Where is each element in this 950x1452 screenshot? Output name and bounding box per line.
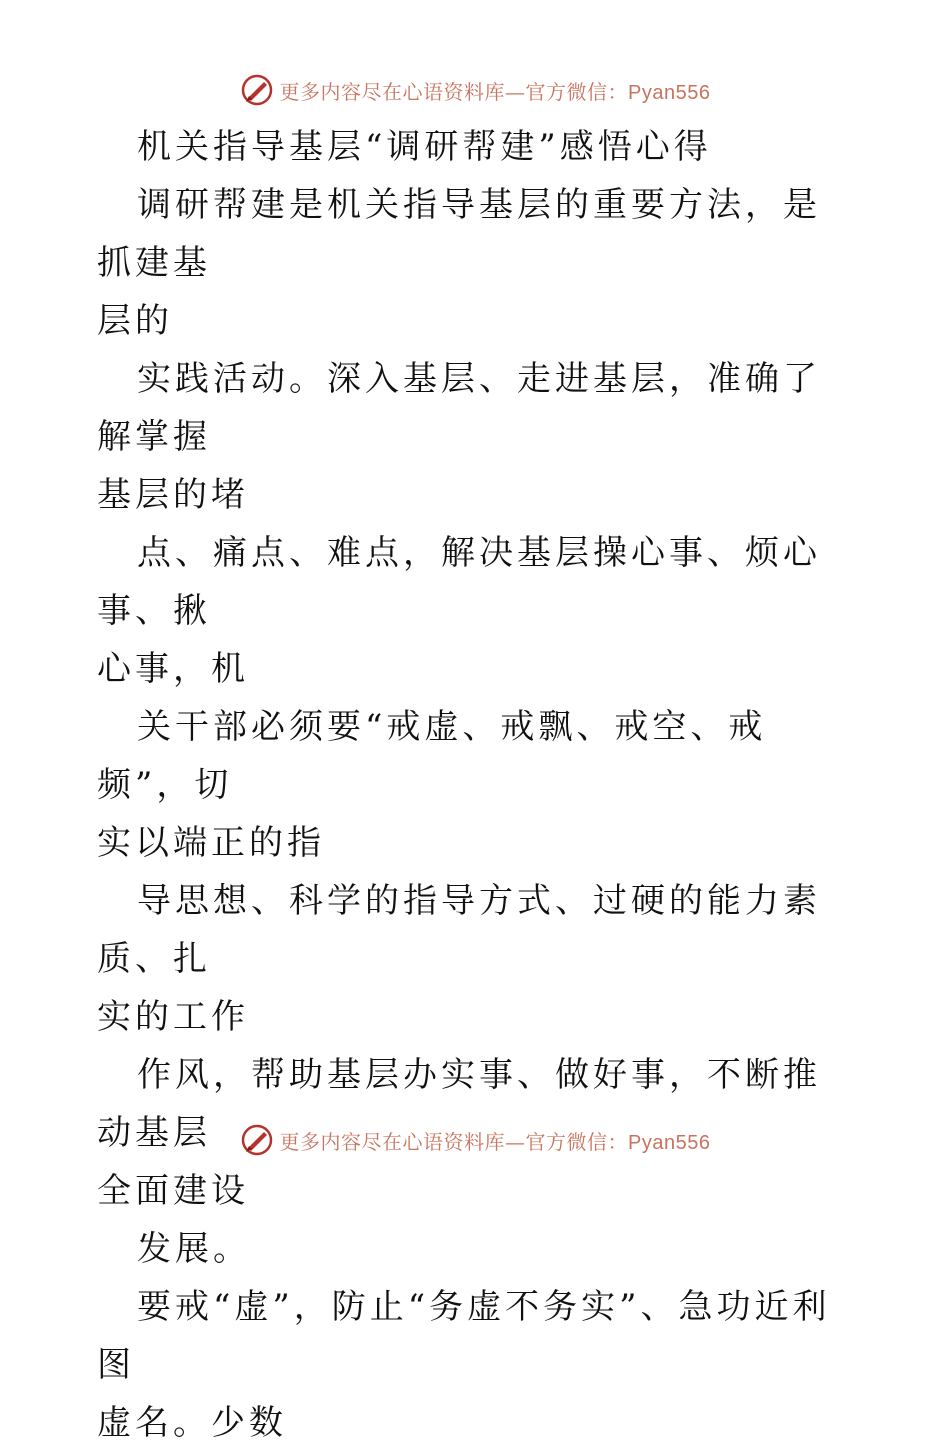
paragraph-line: 作风，帮助基层办实事、做好事，不断推动基层 全面建设 [97, 1055, 821, 1211]
paragraph-line: 调研帮建是机关指导基层的重要方法，是抓建基 层的 [97, 185, 821, 341]
footer-watermark [0, 1120, 950, 1160]
header-watermark [0, 70, 950, 110]
paragraph-line: 导思想、科学的指导方式、过硬的能力素质、扎 实的工作 [97, 881, 821, 1037]
paragraph-line: 关干部必须要“戒虚、戒飘、戒空、戒频”，切 实以端正的指 [97, 707, 767, 863]
paragraph-line: 要戒“虚”，防止“务虚不务实”、急功近利图 虚名。少数 [97, 1287, 831, 1443]
watermark-text: 更多内容尽在心语资料库—官方微信：Pyan556 [279, 79, 711, 104]
document-title: 机关指导基层“调研帮建”感悟心得 [137, 127, 712, 167]
paragraph-line: 发展。 [137, 1229, 251, 1269]
document-body [97, 118, 853, 1452]
paragraph-line: 点、痛点、难点，解决基层操心事、烦心事、揪 心事，机 [97, 533, 821, 689]
pen-logo-icon [240, 1123, 274, 1157]
watermark-text: 更多内容尽在心语资料库—官方微信：Pyan556 [279, 1129, 711, 1154]
paragraph-line: 实践活动。深入基层、走进基层，准确了解掌握 基层的堵 [97, 359, 821, 515]
pen-logo-icon [240, 73, 274, 107]
